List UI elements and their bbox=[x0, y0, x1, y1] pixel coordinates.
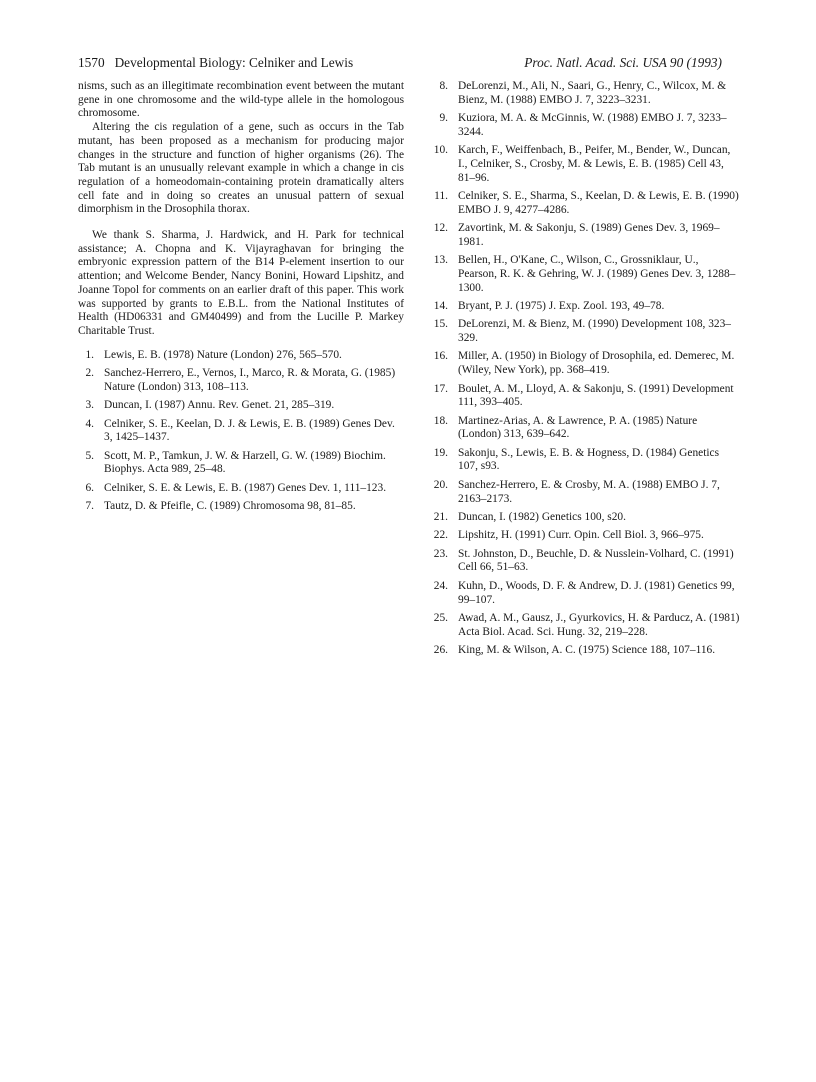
reference-item: 9. Kuziora, M. A. & McGinnis, W. (1988) EMBO J. 7, 3233–3244. bbox=[439, 112, 727, 138]
journal-citation: Proc. Natl. Acad. Sci. USA 90 (1993) bbox=[524, 55, 722, 70]
reference-item: 25. Awad, A. M., Gausz, J., Gyurkovics, H. & Parducz, A. (1981) Acta Biol. Acad. Sci. Hung. 32, 219–228. bbox=[433, 611, 740, 638]
reference-item: 5. Scott, M. P., Tamkun, J. W. & Harzell, G. W. (1989) Biochim. Biophys. Acta 989, 25–48. bbox=[85, 449, 386, 476]
reference-item: 10. Karch, F., Weiffenbach, B., Peifer, M., Bender, W., Duncan, I., Celniker, S., Crosby, M. & Lewis, E. B. (1985) Cell 43, 81–96. bbox=[433, 144, 731, 184]
reference-item: 21. Duncan, I. (1982) Genetics 100, s20. bbox=[433, 510, 626, 523]
reference-item: 3. Duncan, I. (1987) Annu. Rev. Genet. 21, 285–319. bbox=[85, 399, 335, 412]
body-paragraph: Altering the cis regulation of a gene, such as occurs in the Tab mutant, has been proposed as a mechanism for producing major changes in the structure and function of higher organisms (26). The Tab mutant is an unusually relevant example in which a change in cis regulation of a homeodomain-containing protein dramatically alters cell fate and in doing so creates an unusual pattern of sexual dimorphism in the Drosophila thorax. bbox=[78, 121, 404, 216]
reference-item: 24. Kuhn, D., Woods, D. F. & Andrew, D. J. (1981) Genetics 99, 99–107. bbox=[433, 579, 735, 606]
page-number: 1570 bbox=[78, 55, 105, 70]
reference-item: 18. Martinez-Arias, A. & Lawrence, P. A. (1985) Nature (London) 313, 639–642. bbox=[433, 414, 698, 441]
reference-item: 20. Sanchez-Herrero, E. & Crosby, M. A. (1988) EMBO J. 7, 2163–2173. bbox=[433, 478, 720, 505]
reference-item: 15. DeLorenzi, M. & Bienz, M. (1990) Development 108, 323–329. bbox=[433, 318, 732, 345]
reference-list-left bbox=[82, 349, 404, 514]
reference-item: 1. Lewis, E. B. (1978) Nature (London) 276, 565–570. bbox=[85, 348, 342, 361]
reference-item: 2. Sanchez-Herrero, E., Vernos, I., Marco, R. & Morata, G. (1985) Nature (London) 313, 108–113. bbox=[85, 367, 396, 393]
reference-item: 12. Zavortink, M. & Sakonju, S. (1989) Genes Dev. 3, 1969–1981. bbox=[433, 222, 720, 248]
running-header bbox=[78, 55, 353, 71]
running-title: Developmental Biology: Celniker and Lewis bbox=[114, 55, 354, 70]
reference-item: 22. Lipshitz, H. (1991) Curr. Opin. Cell Biol. 3, 966–975. bbox=[433, 529, 704, 542]
body-paragraph: nisms, such as an illegitimate recombination event between the mutant gene in one chromosome and the wild-type allele in the homologous chromosome. bbox=[78, 80, 404, 120]
right-column bbox=[420, 80, 740, 662]
reference-item: 4. Celniker, S. E., Keelan, D. J. & Lewis, E. B. (1989) Genes Dev. 3, 1425–1437. bbox=[85, 417, 395, 444]
reference-item: 13. Bellen, H., O'Kane, C., Wilson, C., Grossniklaur, U., Pearson, R. K. & Gehring, W. J. (1989) Genes Dev. 3, 1288–1300. bbox=[433, 254, 736, 294]
reference-item: 6. Celniker, S. E. & Lewis, E. B. (1987) Genes Dev. 1, 111–123. bbox=[85, 481, 387, 494]
acknowledgment: We thank S. Sharma, J. Hardwick, and H. Park for technical assistance; A. Chopna and K. Vijayraghavan for bringing the embryonic expression pattern of the B14 P-element insertion to our attention; and Welcome Bender, Nancy Bonini, Howard Lipshitz, and Joanne Topol for comments on an earlier draft of this paper. This work was supported by grants to E.B.L. from the National Institutes of Health (HD06331 and GM40499) and from the Lucille P. Markey Charitable Trust. bbox=[78, 229, 404, 337]
reference-item: 19. Sakonju, S., Lewis, E. B. & Hogness, D. (1984) Genetics 107, s93. bbox=[433, 446, 720, 473]
reference-item: 14. Bryant, P. J. (1975) J. Exp. Zool. 193, 49–78. bbox=[433, 299, 665, 312]
reference-item: 17. Boulet, A. M., Lloyd, A. & Sakonju, S. (1991) Development 111, 393–405. bbox=[433, 382, 734, 409]
reference-item: 23. St. Johnston, D., Beuchle, D. & Nusslein-Volhard, C. (1991) Cell 66, 51–63. bbox=[433, 547, 734, 574]
reference-item: 11. Celniker, S. E., Sharma, S., Keelan, D. & Lewis, E. B. (1990) EMBO J. 9, 4277–4286. bbox=[434, 189, 739, 216]
reference-item: 7. Tautz, D. & Pfeifle, C. (1989) Chromosoma 98, 81–85. bbox=[85, 500, 356, 513]
reference-item: 8. DeLorenzi, M., Ali, N., Saari, G., Henry, C., Wilcox, M. & Bienz, M. (1988) EMBO J. 7, 3223–3231. bbox=[439, 80, 727, 106]
reference-item: 16. Miller, A. (1950) in Biology of Drosophila, ed. Demerec, M. (Wiley, New York), pp. 368–419. bbox=[433, 350, 735, 377]
reference-list-right bbox=[420, 80, 740, 658]
left-column bbox=[78, 80, 404, 519]
reference-item: 26. King, M. & Wilson, A. C. (1975) Science 188, 107–116. bbox=[433, 643, 716, 656]
